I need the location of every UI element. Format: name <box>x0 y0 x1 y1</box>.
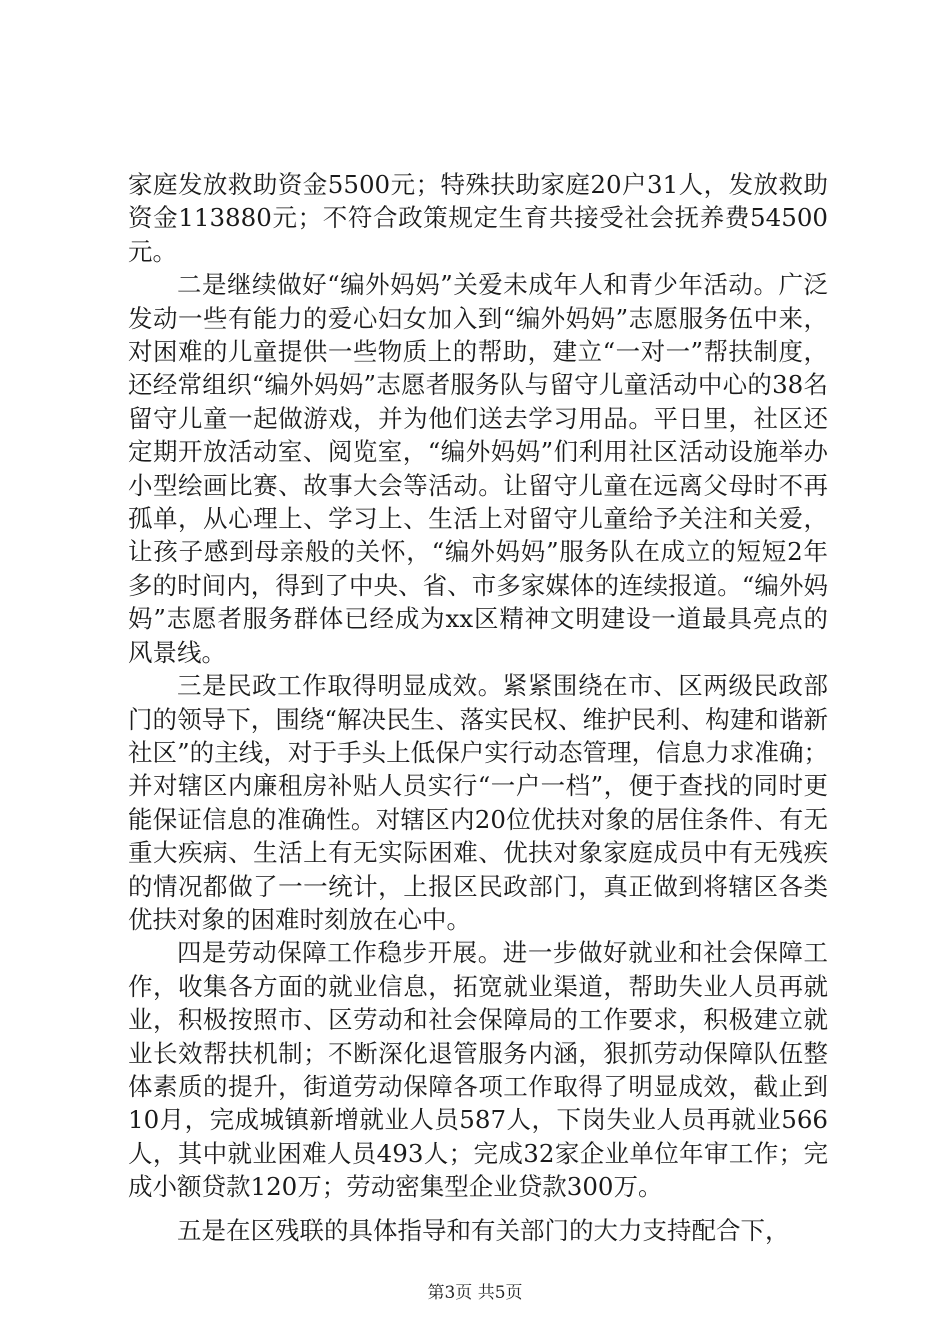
paragraph-civil-affairs: 三是民政工作取得明显成效。紧紧围绕在市、区两级民政部门的领导下，围绕“解决民生、落实民权、维护民利、构建和谐新社区”的主线，对于手头上低保户实行动态管理，信息力求准确；并对辖区内廉租房补贴人员实行“一户一档”，便于查找的同时更能保证信息的准确性。对辖区内20位优扶对象的居住条件、有无重大疾病、生活上有无实际困难、优扶对象家庭成员中有无残疾的情况都做了一一统计，上报区民政部门，真正做到将辖区各类优扶对象的困难时刻放在心中。 <box>128 671 828 934</box>
paragraph-labor-security: 四是劳动保障工作稳步开展。进一步做好就业和社会保障工作，收集各方面的就业信息，拓宽就业渠道，帮助失业人员再就业，积极按照市、区劳动和社会保障局的工作要求，积极建立就业长效帮扶机制；不断深化退管服务内涵，狠抓劳动保障队伍整体素质的提升，街道劳动保障各项工作取得了明显成效，截止到10月，完成城镇新增就业人员587人，下岗失业人员再就业566人，其中就业困难人员493人；完成32家企业单位年审工作；完成小额贷款120万；劳动密集型企业贷款300万。 <box>128 938 828 1202</box>
paragraph-disabled-federation: 五是在区残联的具体指导和有关部门的大力支持配合下， <box>177 1215 790 1245</box>
paragraph-volunteer-mothers: 二是继续做好“编外妈妈”关爱未成年人和青少年活动。广泛发动一些有能力的爱心妇女加入到“编外妈妈”志愿服务伍中来，对困难的儿童提供一些物质上的帮助，建立“一对一”帮扶制度，还经常组织“编外妈妈”志愿者服务队与留守儿童活动中心的38名留守儿童一起做游戏，并为他们送去学习用品。平日里，社区还定期开放活动室、阅览室，“编外妈妈”们利用社区活动设施举办小型绘画比赛、故事大会等活动。让留守儿童在远离父母时不再孤单，从心理上、学习上、生活上对留守儿童给予关注和关爱，让孩子感到母亲般的关怀，“编外妈妈”服务队在成立的短短2年多的时间内，得到了中央、省、市多家媒体的连续报道。“编外妈妈”志愿者服务群体已经成为xx区精神文明建设一道最具亮点的风景线。 <box>128 270 828 667</box>
paragraph-relief-funds: 家庭发放救助资金5500元；特殊扶助家庭20户31人，发放救助资金113880元；不符合政策规定生育共接受社会抚养费54500元。 <box>128 170 828 266</box>
page-number-footer: 第3页 共5页 <box>427 1283 523 1303</box>
document-body <box>128 168 828 1247</box>
